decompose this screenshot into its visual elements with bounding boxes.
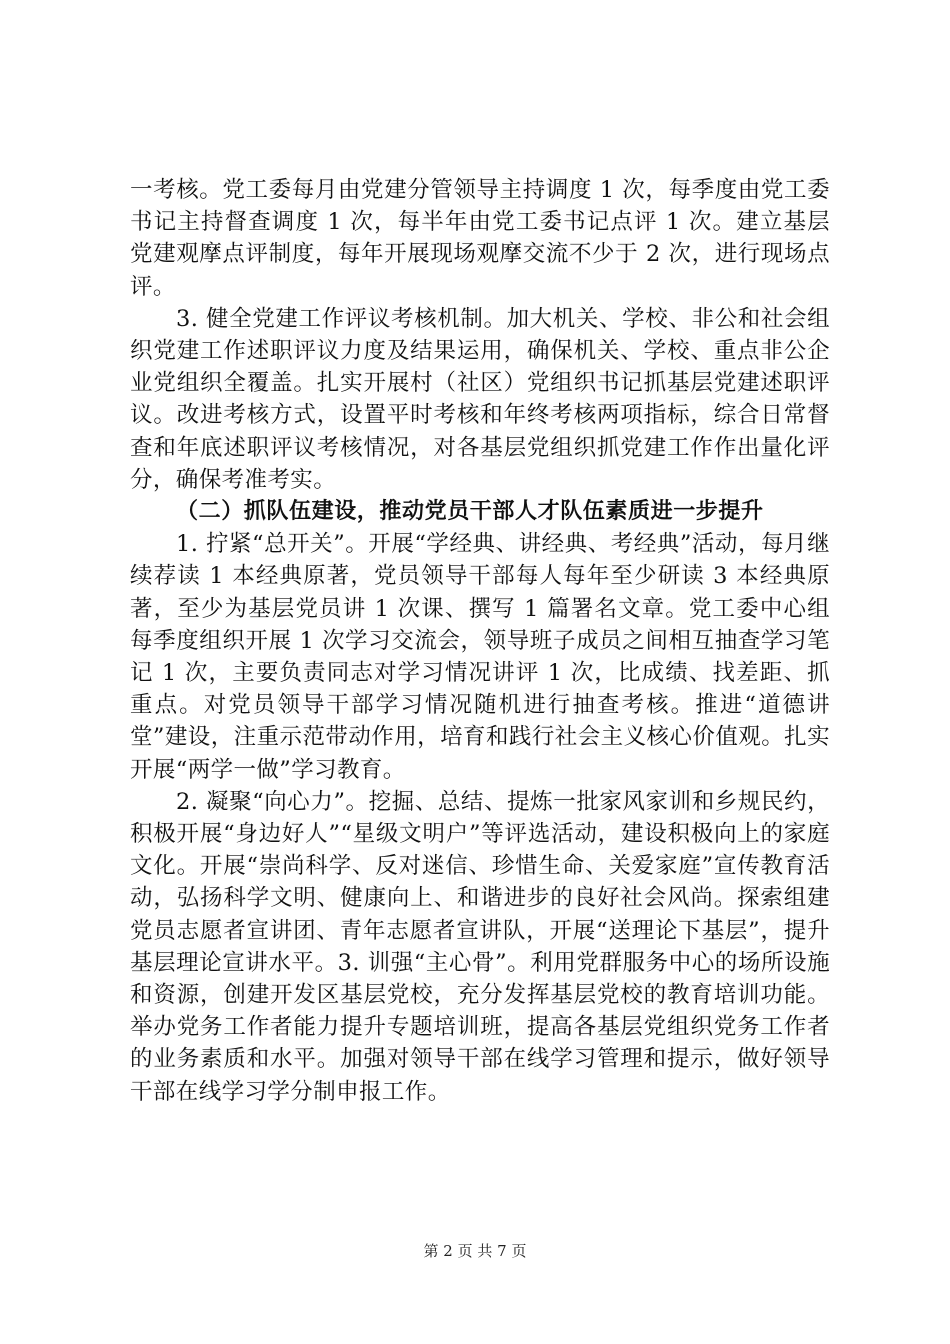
section-heading: （二）抓队伍建设，推动党员干部人才队伍素质进一步提升 xyxy=(176,499,764,525)
paragraph-item-2: 2. 凝聚“向心力”。挖掘、总结、提炼一批家风家训和乡规民约，积极开展“身边好人”“星级文明户”等评选活动，建设积极向上的家庭文化。开展“崇尚科学、反对迷信、珍惜生命、关爱家庭”宣传教育活动，弘扬科学文明、健康向上、和谐进步的良好社会风尚。探索组建党员志愿者宣讲团、青年志愿者宣讲队，开展“送理论下基层”，提升基层理论宣讲水平。3. 训强“主心骨”。利用党群服务中心的场所设施和资源，创建开发区基层党校，充分发挥基层党校的教育培训功能。举办党务工作者能力提升专题培训班，提高各基层党组织党务工作者的业务素质和水平。加强对领导干部在线学习管理和提示，做好领导干部在线学习学分制申报工作。 xyxy=(130,788,830,1105)
paragraph-item-3: 3. 健全党建工作评议考核机制。加大机关、学校、非公和社会组织党建工作述职评议力度及结果运用，确保机关、学校、重点非公企业党组织全覆盖。扎实开展村（社区）党组织书记抓基层党建述职评议。改进考核方式，设置平时考核和年终考核两项指标，综合日常督查和年底述职评议考核情况，对各基层党组织抓党建工作作出量化评分，确保考准考实。 xyxy=(130,305,830,493)
page-number-footer: 第 2 页 共 7 页 xyxy=(423,1242,527,1260)
paragraph-continuation: 一考核。党工委每月由党建分管领导主持调度 1 次，每季度由党工委书记主持督查调度 1 次，每半年由党工委书记点评 1 次。建立基层党建观摩点评制度，每年开展现场观摩交流不少于 2 次，进行现场点评。 xyxy=(130,177,830,300)
paragraph-item-1: 1. 拧紧“总开关”。开展“学经典、讲经典、考经典”活动，每月继续荐读 1 本经典原著，党员领导干部每人每年至少研读 3 本经典原著，至少为基层党员讲 1 次课、撰写 1 篇署名文章。党工委中心组每季度组织开展 1 次学习交流会，领导班子成员之间相互抽查学习笔记 1 次，主要负责同志对学习情况讲评 1 次，比成绩、找差距、抓重点。对党员领导干部学习情况随机进行抽查考核。推进“道德讲堂”建设，注重示范带动作用，培育和践行社会主义核心价值观。扎实开展“两学一做”学习教育。 xyxy=(130,531,830,783)
document-body xyxy=(130,174,830,1108)
